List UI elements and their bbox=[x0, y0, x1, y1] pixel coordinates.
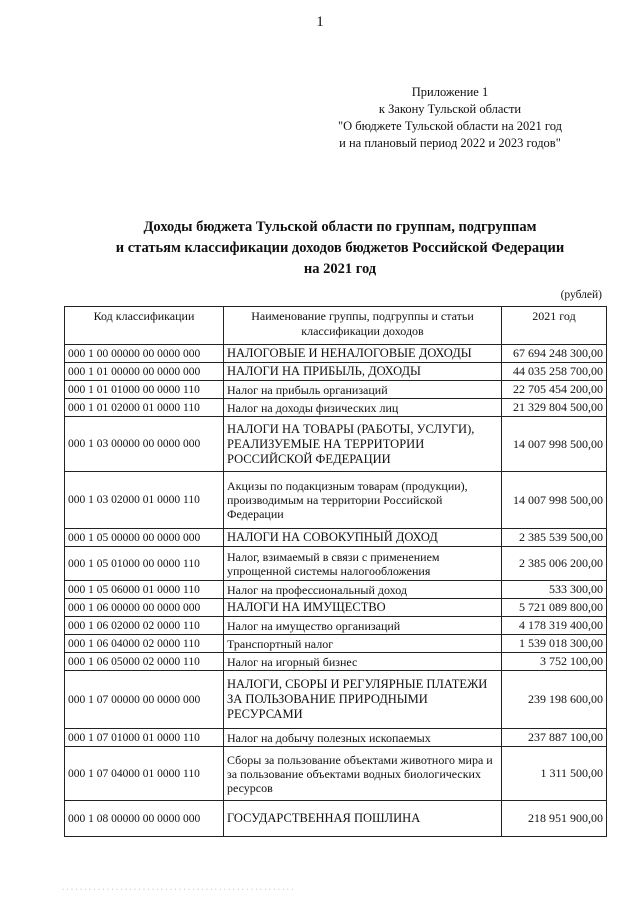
appendix-line: к Закону Тульской области bbox=[378, 102, 522, 116]
amount-cell: 3 752 100,00 bbox=[502, 653, 607, 671]
table-row bbox=[65, 617, 607, 635]
title-line: на 2021 год bbox=[303, 261, 377, 277]
table-row bbox=[65, 801, 607, 837]
classification-code-cell: 000 1 06 05000 02 0000 110 bbox=[65, 653, 224, 671]
amount-cell: 67 694 248 300,00 bbox=[502, 345, 607, 363]
amount-cell: 44 035 258 700,00 bbox=[502, 363, 607, 381]
amount-cell: 1 539 018 300,00 bbox=[502, 635, 607, 653]
income-name-cell: НАЛОГИ НА ИМУЩЕСТВО bbox=[224, 599, 502, 617]
income-name-cell: Сборы за пользование объектами животного мира и за пользование объектами водных биологических ресурсов bbox=[224, 747, 502, 801]
title-line: и статьям классификации доходов бюджетов Российской Федерации bbox=[115, 240, 565, 256]
classification-code-cell: 000 1 05 06000 01 0000 110 bbox=[65, 581, 224, 599]
classification-code-cell: 000 1 03 02000 01 0000 110 bbox=[65, 472, 224, 529]
income-name-cell: НАЛОГИ НА ПРИБЫЛЬ, ДОХОДЫ bbox=[224, 363, 502, 381]
column-header-amount: 2021 год bbox=[502, 307, 607, 345]
amount-cell: 237 887 100,00 bbox=[502, 729, 607, 747]
income-name-cell: НАЛОГИ НА СОВОКУПНЫЙ ДОХОД bbox=[224, 529, 502, 547]
table-row bbox=[65, 599, 607, 617]
table-row bbox=[65, 472, 607, 529]
table-row bbox=[65, 547, 607, 581]
table-row bbox=[65, 345, 607, 363]
amount-cell: 218 951 900,00 bbox=[502, 801, 607, 837]
amount-cell: 2 385 006 200,00 bbox=[502, 547, 607, 581]
table-row bbox=[65, 381, 607, 399]
title-line: Доходы бюджета Тульской области по группам, подгруппам bbox=[143, 219, 537, 235]
page-number: 1 bbox=[316, 14, 324, 30]
table-row bbox=[65, 529, 607, 547]
table-row bbox=[65, 671, 607, 729]
amount-cell: 1 311 500,00 bbox=[502, 747, 607, 801]
table-row bbox=[65, 399, 607, 417]
amount-cell: 4 178 319 400,00 bbox=[502, 617, 607, 635]
amount-cell: 533 300,00 bbox=[502, 581, 607, 599]
income-name-cell: Налог на прибыль организаций bbox=[224, 381, 502, 399]
income-table bbox=[64, 306, 607, 837]
income-name-cell: Налог на игорный бизнес bbox=[224, 653, 502, 671]
table-row bbox=[65, 747, 607, 801]
classification-code-cell: 000 1 07 00000 00 0000 000 bbox=[65, 671, 224, 729]
amount-cell: 5 721 089 800,00 bbox=[502, 599, 607, 617]
classification-code-cell: 000 1 06 00000 00 0000 000 bbox=[65, 599, 224, 617]
amount-cell: 239 198 600,00 bbox=[502, 671, 607, 729]
document-title bbox=[0, 217, 640, 280]
income-name-cell: Транспортный налог bbox=[224, 635, 502, 653]
footer-path: · · · · · · · · · · · · · · · · · · · · · · · · · · · · · · · · · · · · · · · · · · · · · · · · · · · · bbox=[62, 887, 294, 893]
amount-cell: 2 385 539 500,00 bbox=[502, 529, 607, 547]
income-name-cell: Налог, взимаемый в связи с применением упрощенной системы налогообложения bbox=[224, 547, 502, 581]
table-row bbox=[65, 729, 607, 747]
appendix-line: Приложение 1 bbox=[411, 85, 489, 99]
income-name-cell: ГОСУДАРСТВЕННАЯ ПОШЛИНА bbox=[224, 801, 502, 837]
classification-code-cell: 000 1 07 01000 01 0000 110 bbox=[65, 729, 224, 747]
classification-code-cell: 000 1 01 00000 00 0000 000 bbox=[65, 363, 224, 381]
column-header-code: Код классификации bbox=[65, 307, 224, 345]
income-name-cell: Налог на добычу полезных ископаемых bbox=[224, 729, 502, 747]
income-name-cell: Налог на профессиональный доход bbox=[224, 581, 502, 599]
classification-code-cell: 000 1 05 01000 00 0000 110 bbox=[65, 547, 224, 581]
classification-code-cell: 000 1 06 04000 02 0000 110 bbox=[65, 635, 224, 653]
unit-label: (рублей) bbox=[560, 289, 602, 301]
classification-code-cell: 000 1 06 02000 02 0000 110 bbox=[65, 617, 224, 635]
classification-code-cell: 000 1 08 00000 00 0000 000 bbox=[65, 801, 224, 837]
amount-cell: 21 329 804 500,00 bbox=[502, 399, 607, 417]
classification-code-cell: 000 1 00 00000 00 0000 000 bbox=[65, 345, 224, 363]
appendix-line: и на плановый период 2022 и 2023 годов" bbox=[339, 136, 561, 150]
income-name-cell: Акцизы по подакцизным товарам (продукции), производимым на территории Российской Федерации bbox=[224, 472, 502, 529]
appendix-line: "О бюджете Тульской области на 2021 год bbox=[338, 119, 562, 133]
income-name-cell: НАЛОГИ, СБОРЫ И РЕГУЛЯРНЫЕ ПЛАТЕЖИ ЗА ПОЛЬЗОВАНИЕ ПРИРОДНЫМИ РЕСУРСАМИ bbox=[224, 671, 502, 729]
classification-code-cell: 000 1 07 04000 01 0000 110 bbox=[65, 747, 224, 801]
income-name-cell: Налог на имущество организаций bbox=[224, 617, 502, 635]
amount-cell: 22 705 454 200,00 bbox=[502, 381, 607, 399]
table-header-row bbox=[65, 307, 607, 345]
table-row bbox=[65, 635, 607, 653]
table-row bbox=[65, 417, 607, 472]
classification-code-cell: 000 1 05 00000 00 0000 000 bbox=[65, 529, 224, 547]
table-row bbox=[65, 581, 607, 599]
table-row bbox=[65, 653, 607, 671]
income-name-cell: НАЛОГИ НА ТОВАРЫ (РАБОТЫ, УСЛУГИ), РЕАЛИЗУЕМЫЕ НА ТЕРРИТОРИИ РОССИЙСКОЙ ФЕДЕРАЦИИ bbox=[224, 417, 502, 472]
amount-cell: 14 007 998 500,00 bbox=[502, 472, 607, 529]
appendix-header bbox=[338, 84, 562, 152]
classification-code-cell: 000 1 01 02000 01 0000 110 bbox=[65, 399, 224, 417]
income-name-cell: НАЛОГОВЫЕ И НЕНАЛОГОВЫЕ ДОХОДЫ bbox=[224, 345, 502, 363]
classification-code-cell: 000 1 01 01000 00 0000 110 bbox=[65, 381, 224, 399]
table-row bbox=[65, 363, 607, 381]
income-name-cell: Налог на доходы физических лиц bbox=[224, 399, 502, 417]
classification-code-cell: 000 1 03 00000 00 0000 000 bbox=[65, 417, 224, 472]
column-header-name: Наименование группы, подгруппы и статьи классификации доходов bbox=[224, 307, 502, 345]
amount-cell: 14 007 998 500,00 bbox=[502, 417, 607, 472]
